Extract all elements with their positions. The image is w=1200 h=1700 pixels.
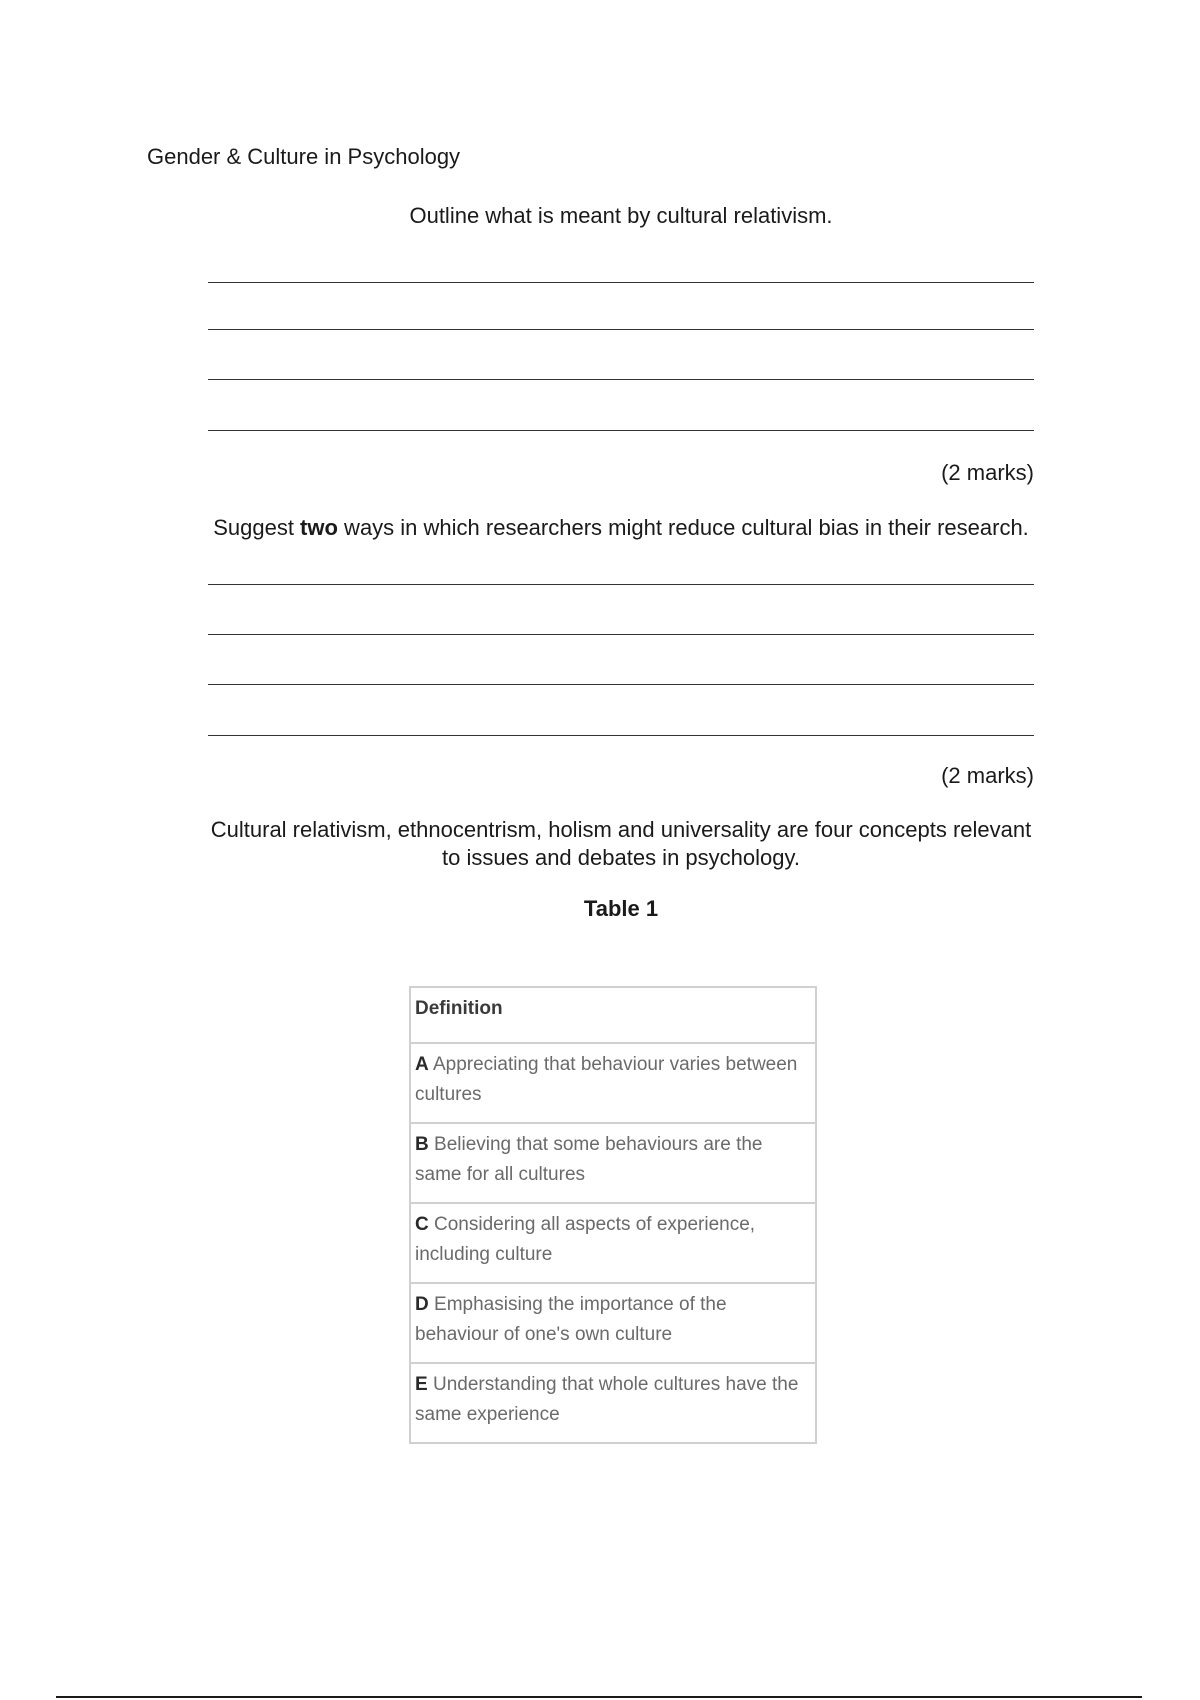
table-row bbox=[410, 1123, 816, 1203]
page-header: Gender & Culture in Psychology bbox=[147, 144, 461, 169]
answer-line[interactable] bbox=[208, 584, 1034, 585]
answer-line[interactable] bbox=[208, 430, 1034, 431]
table-cell bbox=[410, 1363, 816, 1443]
row-definition: Emphasising the importance of the behaviour of one's own culture bbox=[415, 1294, 727, 1345]
table-cell bbox=[410, 1043, 816, 1123]
question-2-text bbox=[208, 514, 1034, 542]
table-cell bbox=[410, 1123, 816, 1203]
table-row bbox=[410, 1363, 816, 1443]
row-letter: B bbox=[415, 1134, 429, 1155]
answer-line[interactable] bbox=[208, 634, 1034, 635]
table-header-definition: Definition bbox=[410, 987, 816, 1043]
row-definition: Considering all aspects of experience, including culture bbox=[415, 1214, 756, 1265]
answer-line[interactable] bbox=[208, 735, 1034, 736]
table-row bbox=[410, 1043, 816, 1123]
question-2-emphasis: two bbox=[300, 515, 338, 540]
answer-line[interactable] bbox=[208, 282, 1034, 283]
answer-line[interactable] bbox=[208, 379, 1034, 380]
row-letter: E bbox=[415, 1374, 428, 1395]
question-1-marks: (2 marks) bbox=[941, 460, 1034, 485]
row-letter: A bbox=[415, 1054, 429, 1075]
question-3-text bbox=[180, 816, 1062, 872]
answer-line[interactable] bbox=[208, 329, 1034, 330]
table-row bbox=[410, 1283, 816, 1363]
question-1-text: Outline what is meant by cultural relativism. bbox=[409, 203, 833, 228]
question-2-text-end: ways in which researchers might reduce cultural bias in their research. bbox=[337, 515, 1029, 540]
row-definition: Believing that some behaviours are the same for all cultures bbox=[415, 1134, 763, 1185]
question-2-text-start: Suggest bbox=[213, 515, 301, 540]
row-definition: Appreciating that behaviour varies between cultures bbox=[415, 1054, 798, 1105]
table-header-row bbox=[410, 987, 816, 1043]
table-row bbox=[410, 1203, 816, 1283]
question-3-line-1: Cultural relativism, ethnocentrism, holism and universality are four concepts relevant bbox=[210, 817, 1032, 842]
table-caption: Table 1 bbox=[583, 896, 659, 921]
row-letter: C bbox=[415, 1214, 429, 1235]
answer-line[interactable] bbox=[208, 684, 1034, 685]
table-cell bbox=[410, 1283, 816, 1363]
row-definition: Understanding that whole cultures have the same experience bbox=[415, 1374, 799, 1425]
question-3-line-2: to issues and debates in psychology. bbox=[442, 845, 800, 870]
row-letter: D bbox=[415, 1294, 429, 1315]
footer-rule bbox=[56, 1696, 1142, 1698]
definition-table bbox=[409, 986, 817, 1444]
table-cell bbox=[410, 1203, 816, 1283]
question-2-marks: (2 marks) bbox=[941, 763, 1034, 788]
